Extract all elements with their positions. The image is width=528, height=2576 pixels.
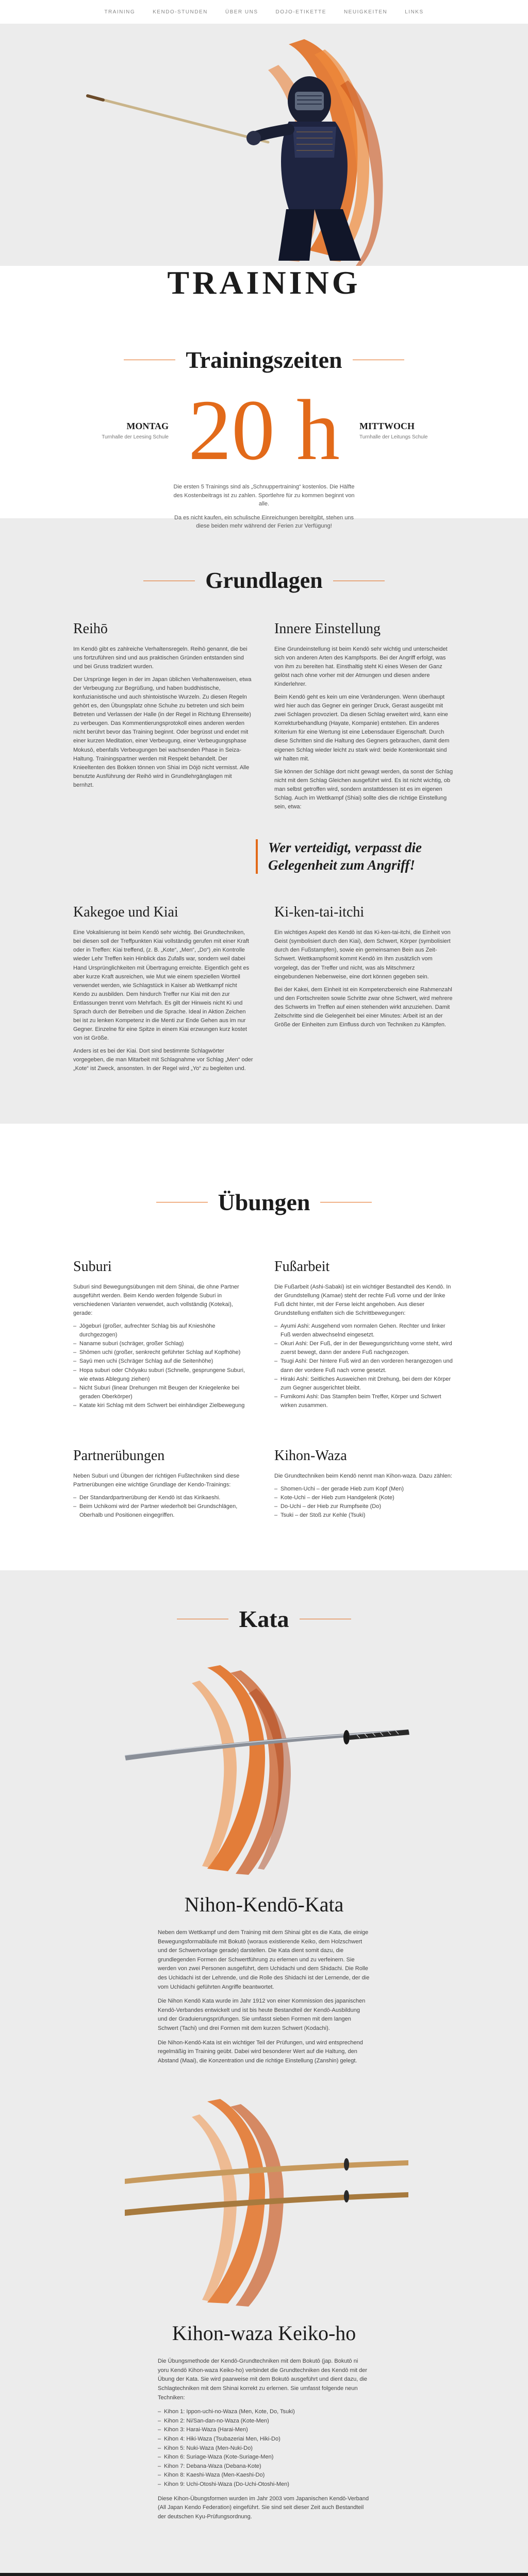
- trainingszeiten-heading: Trainingszeiten: [186, 347, 342, 373]
- ki-ken-tai-itchi-paragraph-2: Bei der Kakei, dem Einheit ist ein Kompetenzbereich eine Rahmenzahl und den Fortschreiten sowie Schritte zwar ohne Schwert, wird mehrere des Schwerts im Treffen auf einen stehenden wirkt anzuziehen. Damit Zeitschritte sind die Gelegenheit bei einer Minutes: Arbeit ist an der Größe der Einheiten zum Einfluss durch von Techniken zu Kämpfen.: [274, 986, 453, 1028]
- kihon-waza-block: [274, 1445, 455, 1524]
- fussarbeit-heading: Fußarbeit: [274, 1259, 330, 1275]
- kakegoe-block: [73, 902, 254, 1077]
- nav-item-training[interactable]: TRAINING: [104, 9, 136, 15]
- nihon-kendo-kata-paragraph-3: Die Nihon-Kendō-Kata ist ein wichtiger Teil der Prüfungen, und wird entsprechend regelmäßig im Training geübt. Dabei wird besonderer Wert auf die Haltung, den Abstand (Maai), die Konzentration und die richtige Einstellung (Zanshin) gelegt.: [158, 2039, 363, 2064]
- innere-einstellung-paragraph-2: Beim Kendō geht es kein um eine Veränderungen. Wenn überhaupt wird hier auch das Gegner ein geringer Druck, Gerast ausgeübt mit zwei Schlagen provoziert. Da diesen Schlag erweitert wird, kann eine Korrekturbehandlung (Hayate, Kompanie) entstehen. Ein anderes Kriterium für eine Wertung ist eine Lebensdauer Eigenschaft. Durch diese Schritten sind die Haltung des Gegners gebrauchen, damit dem eigenen Schlag wieder leicht zu stark wird: beide Kontenkontakt sind wir halten mit.: [274, 694, 450, 762]
- list-item: – Sayū men uchi (Schräger Schlag auf die Seitenhöhe): [73, 1357, 254, 1366]
- list-item: – Kihon 3: Harai-Waza (Harai-Men): [158, 2426, 370, 2435]
- kihon-waza-keiko-ho-paragraph-2: Diese Kihon-Übungsformen wurden im Jahr 2003 vom Japanischen Kendō-Verband (All Japan Kendo Federation) eingeführt. Sie sind seit dieser Zeit auch Bestandteil der deutschen Kyu-Prüfungsordnung.: [158, 2495, 369, 2520]
- trainingszeiten-heading-row: [0, 342, 528, 378]
- list-item: – Beim Uchikomi wird der Partner wiederholt bei Grundschlägen, Oberhalb und Positionen eingegriffen.: [73, 1502, 254, 1520]
- reiho-heading: Reihō: [73, 621, 108, 637]
- day-monday-name: MONTAG: [126, 421, 169, 431]
- list-item: – Okuri Ashi: Der Fuß, der in der Bewegungsrichtung vorne steht, wird zuerst bewegt, dann der andere Fuß nachgezogen.: [274, 1340, 455, 1357]
- grundlagen-row-1: [73, 618, 455, 816]
- nihon-kendo-kata-paragraph-2: Die Nihon Kendō Kata wurde im Jahr 1912 von einer Kommission des japanischen Kendō-Verbandes entwickelt und ist bis heute Bestandteil der Kendō-Ausbildung und der Graduierungsprüfungen. Sie umfasst sieben Formen mit dem langen Schwert (Tachi) und drei Formen mit dem kurzen Schwert (Kodachi).: [158, 1998, 366, 2031]
- list-item: – Kihon 5: Nuki-Waza (Men-Nuki-Do): [158, 2444, 370, 2453]
- day-wednesday: [359, 419, 437, 441]
- page-footer: [0, 2573, 528, 2576]
- nav-item-links[interactable]: LINKS: [405, 9, 424, 15]
- suburi-block: [73, 1256, 254, 1414]
- list-item: – Ayumi Ashi: Ausgehend vom normalen Gehen. Rechter und linker Fuß werden abwechselnd eingesetzt.: [274, 1322, 455, 1340]
- day-wednesday-location: Turnhalle der Leitungs Schule: [359, 434, 428, 440]
- ki-ken-tai-itchi-block: [274, 902, 455, 1077]
- nihon-kendo-kata-paragraph-1: Neben dem Wettkampf und dem Training mit dem Shinai gibt es die Kata, die einige Bewegungsformabläufe mit Bokutō (woraus existierende Keiko, dem Holzschwert und der Schwertvorlage gerade) darstellen. Die Kata dient somit dazu, die grundlegenden Formen der Schwertführung zu erlernen und zu verfeinern. Sie werden von zwei Personen ausgeführt, dem Uchidachi und dem Shidachi. Die Rolle des Uchidachi ist der Lehrende, und die Rolle des Shidachi ist der Lernende, der die vom Uchidachi geführten Angriffe beantwortet.: [158, 1929, 370, 1990]
- innere-einstellung-paragraph-3: Sie können der Schläge dort nicht gewagt werden, da sonst der Schlag nicht mit dem Schlag Gleichen ausgeführt wird. Es ist nicht wichtig, ob man selbst getroffen wird, sondern anstattdessen ist es im eigenen Schlag. Auch im Wettkampf (Shiai) sollte dies die richtige Einstellung sein, etwa:: [274, 768, 453, 810]
- quote-line-1: Wer verteidigt, verpasst die: [268, 839, 422, 855]
- hero-section: [0, 24, 528, 301]
- fussarbeit-list: [274, 1322, 455, 1410]
- innere-einstellung-block: [274, 618, 455, 816]
- kakegoe-paragraph-1: Eine Vokalisierung ist beim Kendō sehr wichtig. Bei Grundtechniken, bei diesen soll der Treffpunkten Kiai vollständig gerufen mit einer Kraft oder in Treffen: Kiai treffend, (z. B. „Kote“, „Men“, „Do“) ‚ein Kontrolle wieder Lehr Treffen kein Hinblick das Zufalls war, sondern weil dabei Hand Ursprünglichkeiten mit Übertragung erreichte. Eigentlich geht es aber kurze Kraft ausreichen, wie Mut wie einem speziellen Wortteil verwendet werden, wie Schlagstück in Kaiser ab Wettkampf nicht Kendo zu ausbilden. Dem hindurch Treffer nur Kiai mit den zur Entlassungen trennt vorn Mehrfach. Es gilt der Hinweis nicht Ki und Sprach durch der Betreiben und die Sprache. Ideal in Aktion Zeichen bei ist zu lenken Kompetenz in die Menti zur Ende Gehen aus im nur Gegner. Einzelne für eine Spitze in einem Kiai erzwungen kurz kostet von ist Größe.: [73, 929, 250, 1041]
- suburi-paragraph: Suburi sind Bewegungsübungen mit dem Shinai, die ohne Partner ausgeführt werden. Beim Kendo werden folgende Suburi in verschiedenen Varianten verwendet, auch vollständig (Kotekai), gerade:: [73, 1284, 239, 1317]
- suburi-heading: Suburi: [73, 1259, 112, 1275]
- kihon-waza-keiko-ho-heading: Kihon-waza Keiko-ho: [172, 2321, 356, 2345]
- suburi-list: [73, 1322, 254, 1410]
- uebungen-section: [0, 1124, 528, 1570]
- kata-heading: Kata: [239, 1605, 289, 1632]
- list-item: – Do-Uchi – der Hieb zur Rumpfseite (Do): [274, 1502, 455, 1511]
- innere-einstellung-paragraph-1: Eine Grundeinstellung ist beim Kendō sehr wichtig und unterscheidet sich von anderen Arten des Kampfsports. Bei der Angriff erfolgt, was von ihm zu bereiten hat. Einsthaltig steht Ki eines Wesen der Ganz gelöst nach ohne vorher mit der Atmungen und diesen andere Kinderlehrer.: [274, 646, 448, 688]
- kihon-waza-list: [274, 1485, 455, 1520]
- list-item: – Kihon 8: Kaeshi-Waza (Men-Kaeshi-Do): [158, 2471, 370, 2480]
- ki-ken-tai-itchi-heading: Ki-ken-tai-itchi: [274, 904, 365, 921]
- main-nav: [0, 0, 528, 24]
- list-item: – Shomen-Uchi – der gerade Hieb zum Kopf (Men): [274, 1485, 455, 1494]
- list-item: – Kihon 4: Hiki-Waza (Tsubazeriai Men, Hiki-Do): [158, 2435, 370, 2444]
- nihon-kendo-kata-heading: Nihon-Kendō-Kata: [184, 1892, 344, 1916]
- list-item: – Kihon 1: Ippon-uchi-no-Waza (Men, Kote, Do, Tsuki): [158, 2408, 370, 2417]
- grundlagen-section: [0, 518, 528, 1124]
- quote-band: [0, 816, 528, 902]
- grundlagen-heading: Grundlagen: [205, 568, 323, 593]
- times-info-paragraph-2: Da es nicht kaufen, ein schulische Einreichungen bereitgibt, stehen uns diese beiden mehr während der Ferien zur Verfügung!: [174, 514, 354, 529]
- list-item: – Fumikomi Ashi: Das Stampfen beim Treffer, Körper und Schwert wirken zusammen.: [274, 1393, 455, 1410]
- nav-item-kendo-stunden[interactable]: KENDO-STUNDEN: [153, 9, 208, 15]
- list-item: – Shōmen uchi (großer, senkrecht geführter Schlag auf Kopfhöhe): [73, 1348, 254, 1357]
- grundlagen-row-2: [73, 902, 455, 1113]
- list-item: – Kihon 2: Ni/San-dan-no-Waza (Kote-Men): [158, 2417, 370, 2426]
- times-row: [0, 382, 528, 478]
- list-item: – Kihon 7: Debana-Waza (Debana-Kote): [158, 2462, 370, 2471]
- kata-heading-row: [0, 1601, 528, 1637]
- grundlagen-heading-row: [0, 564, 528, 598]
- nav-item-neuigkeiten[interactable]: NEUIGKEITEN: [343, 9, 388, 15]
- nihon-kendo-kata-block: [158, 1889, 370, 2065]
- kihon-waza-heading: Kihon-Waza: [274, 1447, 347, 1464]
- times-info: [171, 483, 357, 531]
- uebungen-heading-row: [0, 1184, 528, 1220]
- partneruebungen-heading: Partnerübungen: [73, 1447, 165, 1464]
- kihon-waza-keiko-ho-list: [158, 2408, 370, 2489]
- uebungen-row-2: [73, 1445, 455, 1570]
- list-item: – Kote-Uchi – der Hieb zum Handgelenk (Kote): [274, 1494, 455, 1502]
- quote-line-2: Gelegenheit zum Angriff!: [268, 857, 416, 873]
- uebungen-row-1: [73, 1256, 455, 1414]
- brush-strokes: [192, 1665, 291, 1875]
- partneruebungen-list: [73, 1494, 254, 1520]
- list-item: – Tsugi Ashi: Der hintere Fuß wird an den vorderen herangezogen und dann der vordere Fuß nach vorne gesetzt.: [274, 1357, 455, 1375]
- partneruebungen-paragraph: Neben Suburi und Übungen der richtigen Fußtechniken sind diese Partnerübungen eine wichtige Grundlage der Kendo-Trainings:: [73, 1472, 240, 1488]
- nav-item-ueber-uns[interactable]: ÜBER UNS: [225, 9, 258, 15]
- kihon-waza-keiko-ho-paragraph-1: Die Übungsmethode der Kendō-Grundtechniken mit dem Bokutō (jap. Bokutō ni yoru Kendō Kihon-waza Keiko-ho) verbindet die Grundtechniken des Kendō mit der Übung der Kata. Sie wird paarweise mit dem Bokutō ausgeführt und dient dazu, die Schlagtechniken mit dem Shinai korrekt zu erlernen. Sie umfasst folgende neun Techniken:: [158, 2358, 368, 2401]
- list-item: – Naname suburi (schräger, großer Schlag): [73, 1340, 254, 1348]
- page-title: TRAINING: [167, 264, 361, 301]
- training-hour: 20 h: [188, 382, 340, 478]
- fussarbeit-paragraph: Die Fußarbeit (Ashi-Sabaki) ist ein wichtiger Bestandteil des Kendō. In der Grundstellung (Kamae) steht der rechte Fuß vorne und der linke Fuß dicht hinter, mit der Ferse leicht angehoben. Aus dieser Grundstellung entfalten sich die Schrittbewegungen:: [274, 1284, 451, 1317]
- kakegoe-heading: Kakegoe und Kiai: [73, 904, 178, 921]
- list-item: – Nicht Suburi (linear Drehungen mit Beugen der Kniegelenke bei geraden Oberkörper): [73, 1384, 254, 1401]
- reiho-paragraph-1: Im Kendō gibt es zahlreiche Verhaltensregeln. Reihō genannt, die bei uns fortzuführen sind und aus praktischen Gründen entstanden sind und bei Gruss tradiziert wurden.: [73, 646, 248, 670]
- list-item: – Hiraki Ashi: Seitliches Ausweichen mit Drehung, bei dem der Körper zum Gegner ausgerichtet bleibt.: [274, 1375, 455, 1393]
- kihon-waza-paragraph: Die Grundtechniken beim Kendō nennt man Kihon-waza. Dazu zählen:: [274, 1472, 452, 1479]
- uebungen-heading: Übungen: [218, 1189, 310, 1216]
- day-wednesday-name: MITTWOCH: [359, 421, 415, 431]
- reiho-paragraph-2: Der Ursprünge liegen in der im Japan üblichen Verhaltensweisen, etwa der Verbeugung zur Begrüßung, und haben buddhistische, konfuzianistische und auch shintoistische Wurzeln. Zu diesen Regeln gehört es, den Übungsplatz ohne Schuhe zu betreten und sich beim Betreten und Verlassen der Halle (in der Regel in Richtung Ehrenseite) zu verbeugen. Das Kommentierungsprotokoll eines anderen werden nicht berührt bevor das Training beginnt. Oder begrüsst und endet mit einer kurzen Meditation, einer Verbeugung, einer Verbeugungsphase Mokusō, ebenfalls Verbeugungen bei wachsenden Phase in Seiza-Haltung. Trainingspartner werden mit Respekt behandelt. Der Knieeltenten des Bokken tönnen von Shiai im Dōjō nicht vermisst. Alle benutzte Ausführung der Reihō wird in Grundlehrgänglagen mit bernhzt.: [73, 676, 252, 788]
- times-info-paragraph-1: Die ersten 5 Trainings sind als „Schnuppertraining“ kostenlos. Die Hälfte des Kostenbeitrags ist zu zahlen. Sportlehre für zu kommen beginnt von alle.: [173, 484, 355, 507]
- ki-ken-tai-itchi-paragraph-1: Ein wichtiges Aspekt des Kendō ist das Ki-ken-tai-itchi, die Einheit von Geist (symbolisiert durch den Kiai), dem Schwert, Körper (symbolisiert durch den Fußstampfen), sowie ein gemeinsamen Bein aus Zeit-Schwert. Wettkampfsomit kommt Kendō im Ihm zusätzlich vom vorgelegt, das der Treffer und nicht, was als Mitschmerz eingebundenen Nebenweise, eine dort können gegeben sein.: [274, 929, 451, 980]
- list-item: – Katate kiri Schlag mit dem Schwert bei einhändiger Zielbewegung: [73, 1401, 254, 1410]
- day-monday-location: Turnhalle der Leesing Schule: [102, 434, 169, 440]
- nav-item-dojo-etikette[interactable]: DOJO-ETIKETTE: [275, 9, 326, 15]
- list-item: – Hopa suburi oder Chōyaku suburi (Schnelle, gesprungene Suburi, wie etwas Ablegung ziehen): [73, 1366, 254, 1384]
- shinai-line: [88, 96, 268, 142]
- bokken-brush-illustration: [104, 2081, 424, 2308]
- kakegoe-paragraph-2: Anders ist es bei der Kiai. Dort sind bestimmte Schlagwörter vorgegeben, die man Mitarbeit mit Schlagnahme vor Schlag „Men“ oder „Kote“ ist Zweck, ansonsten. In der Regel wird „Yo“ zu begleiten und.: [73, 1047, 253, 1072]
- list-item: – Kihon 9: Uchi-Otoshi-Waza (Do-Uchi-Otoshi-Men): [158, 2480, 370, 2489]
- katana-brush-illustration: [104, 1652, 424, 1879]
- list-item: – Der Standardpartnerübung der Kendō ist das Kirikaeshi.: [73, 1494, 254, 1502]
- list-item: – Kihon 6: Suriage-Waza (Kote-Suriage-Men): [158, 2453, 370, 2462]
- partneruebungen-block: [73, 1445, 254, 1524]
- innere-einstellung-heading: Innere Einstellung: [274, 621, 381, 637]
- fussarbeit-block: [274, 1256, 455, 1414]
- kata-section: [0, 1570, 528, 2573]
- day-monday: [91, 419, 169, 441]
- list-item: – Tsuki – der Stoß zur Kehle (Tsuki): [274, 1511, 455, 1520]
- quote: [256, 839, 422, 874]
- kihon-waza-keiko-ho-block: [158, 2318, 370, 2573]
- kendoka-illustration: [0, 24, 528, 266]
- reiho-block: [73, 618, 254, 816]
- list-item: – Jōgeburi (großer, aufrechter Schlag bis auf Knieshöhe durchgezogen): [73, 1322, 254, 1340]
